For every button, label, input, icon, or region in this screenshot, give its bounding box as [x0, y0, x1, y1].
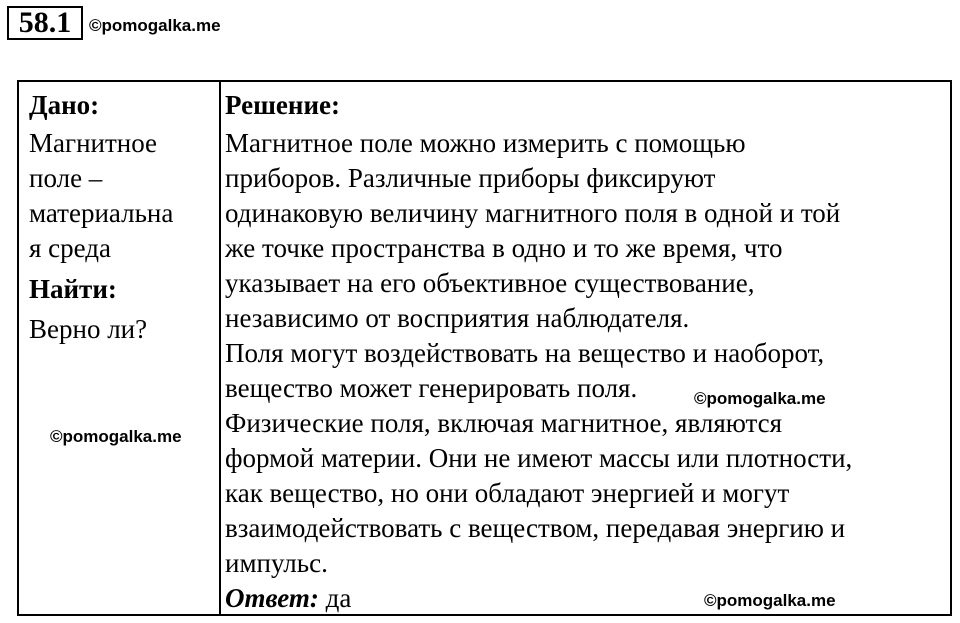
- given-column: [18, 81, 220, 615]
- find-text: Верно ли?: [29, 314, 148, 344]
- watermark-middle: ©pomogalka.me: [694, 389, 826, 408]
- watermark-bottom: ©pomogalka.me: [704, 591, 836, 610]
- answer-line: [225, 582, 950, 614]
- watermark-top: ©pomogalka.me: [89, 16, 221, 35]
- watermark-left: ©pomogalka.me: [50, 427, 182, 446]
- task-number: 58.1: [7, 6, 83, 40]
- given-text: [29, 126, 219, 266]
- answer-value: да: [318, 583, 352, 613]
- given-line-4: я среда: [29, 233, 112, 263]
- given-line-2: поле –: [29, 163, 103, 193]
- answer-label: Ответ:: [225, 583, 319, 613]
- solution-column: [220, 81, 951, 615]
- solution-table: [17, 80, 952, 616]
- given-line-1: Магнитное: [29, 128, 158, 158]
- find-heading: Найти:: [29, 274, 117, 304]
- given-heading: Дано:: [29, 90, 100, 120]
- given-line-3: материальна: [29, 198, 174, 228]
- solution-heading: Решение:: [225, 90, 340, 120]
- solution-text: Магнитное поле можно измерить с помощью приборов. Различные приборы фиксируют одинаковую величину магнитного поля в одной и той же точке пространства в одно и то же время, что указывает на его объективное существование, независимо от восприятия наблюдателя. Поля могут воздействовать на вещество и наоборот, вещество может генерировать поля. Физические поля, включая магнитное, являются формой материи. Они не имеют массы или плотности, как вещество, но они обладают энергией и могут взаимодействовать с веществом, передавая энергию и импульс.: [225, 128, 853, 578]
